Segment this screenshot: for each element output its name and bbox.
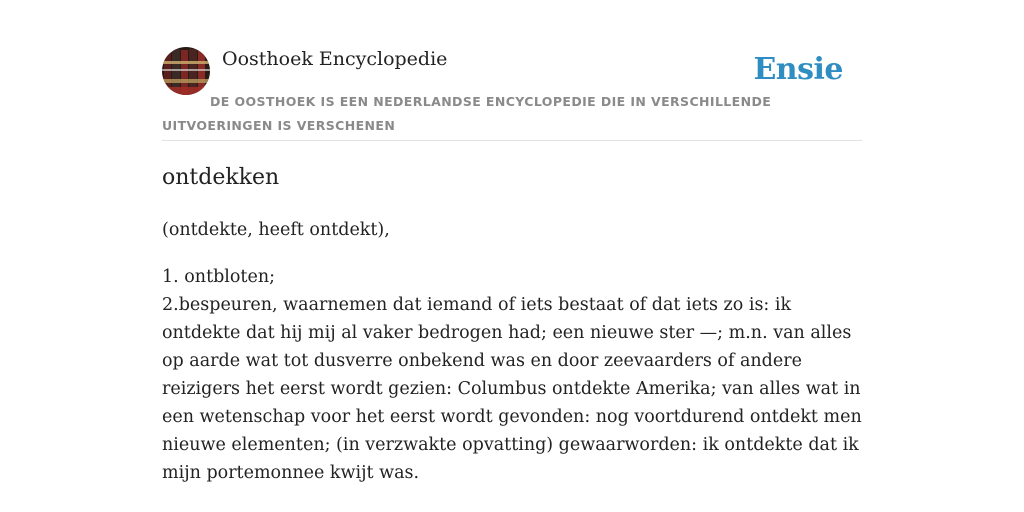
definition-1: 1. ontbloten; (162, 267, 275, 287)
site-tagline: DE OOSTHOEK IS EEN NEDERLANDSE ENCYCLOPEDIE DIE IN VERSCHILLENDE UITVOERINGEN IS VERSCHENEN (162, 94, 772, 133)
site-header (162, 46, 862, 141)
entry-definitions (162, 263, 862, 487)
definition-2: 2.bespeuren, waarnemen dat iemand of iets bestaat of dat iets zo is: ik ontdekte dat hij mij al vaker bedrogen had; een nieuwe ster —; m.n. van alles op aarde wat tot dusverre onbekend was en door zeevaarders of andere reizigers het eerst wordt gezien: Columbus ontdekte Amerika; van alles wat in een wetenschap voor het eerst wordt gevonden: nog voortdurend ontdekt men nieuwe elementen; (in verzwakte opvatting) gewaarworden: ik ontdekte dat ik mijn portemonnee kwijt was. (162, 295, 862, 483)
entry-forms: (ontdekte, heeft ontdekt), (162, 220, 390, 240)
site-name[interactable]: Oosthoek Encyclopedie (222, 48, 448, 70)
avatar[interactable] (162, 47, 210, 95)
entry-headword: ontdekken (162, 165, 280, 190)
brand-logo[interactable]: Ensie (753, 52, 843, 87)
book-spines-icon (162, 47, 210, 95)
entry-content (162, 160, 862, 487)
